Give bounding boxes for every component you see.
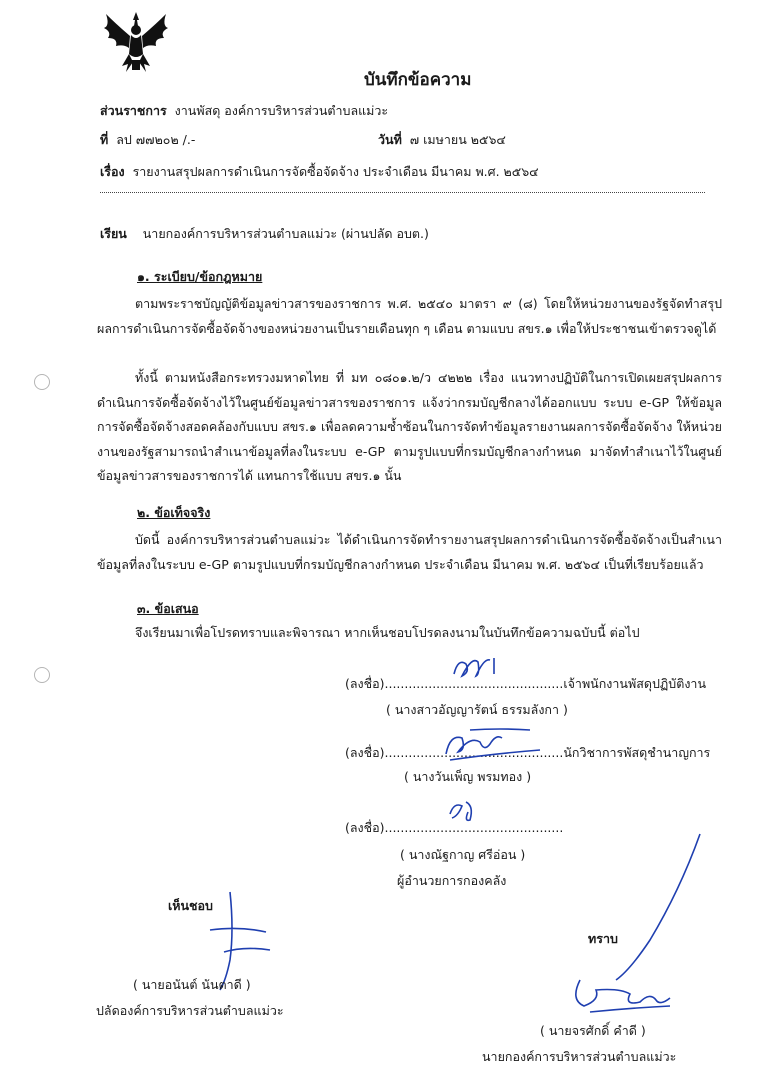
acknowledge-label: ทราบ xyxy=(588,931,618,946)
signature-2-position: นักวิชาการพัสดุชำนาญการ xyxy=(563,745,711,760)
signature-3-mark xyxy=(444,796,484,826)
acknowledge-position: นายกองค์การบริหารส่วนตำบลแม่วะ xyxy=(482,1049,677,1064)
department-value: งานพัสดุ องค์การบริหารส่วนตำบลแม่วะ xyxy=(174,103,389,118)
signature-3-position: ผู้อำนวยการกองคลัง xyxy=(397,873,507,888)
signature-2-mark xyxy=(440,724,550,764)
date-value: ๗ เมษายน ๒๕๖๔ xyxy=(409,132,506,147)
acknowledge-signature-mark xyxy=(560,830,710,1020)
section-2-paragraph: บัดนี้ องค์การบริหารส่วนตำบลแม่วะ ได้ดำเนินการจัดทำรายงานสรุปผลการดำเนินการจัดซื้อจัดจ้างเป็นสำเนาข้อมูลที่ลงในระบบ e-GP ตามรูปแบบที่กรมบัญชีกลางกำหนด ประจำเดือน มีนาคม พ.ศ. ๒๕๖๔ เป็นที่เรียบร้อยแล้ว xyxy=(97,532,722,572)
approve-position: ปลัดองค์การบริหารส่วนตำบลแม่วะ xyxy=(96,1003,284,1018)
approve-label: เห็นชอบ xyxy=(168,898,213,913)
section-3-paragraph: จึงเรียนมาเพื่อโปรดทราบและพิจารณา หากเห็นชอบโปรดลงนามในบันทึกข้อความฉบับนี้ ต่อไป xyxy=(135,625,640,640)
to-value: นายกองค์การบริหารส่วนตำบลแม่วะ (ผ่านปลัด อบต.) xyxy=(142,226,429,241)
signature-2-name: ( นางวันเพ็ญ พรมทอง ) xyxy=(404,769,532,784)
signature-3-name: ( นางณัฐกาญ ศรีอ่อน ) xyxy=(400,847,526,862)
signature-2-line: (ลงชื่อ).............................................นักวิชาการพัสดุชำนาญการ xyxy=(345,745,711,760)
sign-label: (ลงชื่อ) xyxy=(345,676,385,691)
header-divider xyxy=(100,192,705,193)
subject-line xyxy=(100,162,539,182)
ref-value: ลป ๗๗๒๐๒ /.- xyxy=(116,132,196,147)
section-1-paragraph-1: ตามพระราชบัญญัติข้อมูลข่าวสารของราชการ พ.ศ. ๒๕๔๐ มาตรา ๙ (๘) โดยให้หน่วยงานของรัฐจัดทำสรุปผลการดำเนินการจัดซื้อจัดจ้างของหน่วยงานเป็นรายเดือนทุก ๆ เดือน ตามแบบ สขร.๑ เพื่อให้ประชาชนเข้าตรวจดูได้ xyxy=(97,296,722,336)
to-line xyxy=(100,224,429,244)
date-line xyxy=(378,130,506,150)
signature-1-line: (ลงชื่อ).............................................เจ้าพนักงานพัสดุปฏิบัติงาน xyxy=(345,676,706,691)
to-label: เรียน xyxy=(100,226,127,241)
signature-1-position: เจ้าพนักงานพัสดุปฏิบัติงาน xyxy=(563,676,706,691)
sign-label: (ลงชื่อ) xyxy=(345,745,385,760)
section-2-heading: ๒. ข้อเท็จจริง xyxy=(137,505,211,520)
signature-3-line: (ลงชื่อ)............................................. xyxy=(345,820,564,835)
ref-line xyxy=(100,130,195,150)
section-1-paragraph-2: ทั้งนี้ ตามหนังสือกระทรวงมหาดไทย ที่ มท ๐๘๐๑.๒/ว ๔๒๒๒ เรื่อง แนวทางปฏิบัติในการเปิดเผยสรุปผลการดำเนินการจัดซื้อจัดจ้างไว้ในศูนย์ข้อมูลข่าวสารของราชการ แจ้งว่ากรมบัญชีกลางได้ออกแบบ ระบบ e-GP ให้ข้อมูลการจัดซื้อจัดจ้างสอดคล้องกับแบบ สขร.๑ เพื่อลดความซ้ำซ้อนในการจัดทำข้อมูลรายงานผลการจัดซื้อจัดจ้าง ให้หน่วยงานของรัฐสามารถนำสำเนาข้อมูลที่ลงในระบบ e-GP ตามรูปแบบที่กรมบัญชีกลางกำหนด มาจัดทำสำเนาไว้ในศูนย์ข้อมูลข่าวสารของราชการได้ แทนการใช้แบบ สขร.๑ นั้น xyxy=(97,370,722,483)
garuda-emblem xyxy=(96,8,176,76)
subject-label: เรื่อง xyxy=(100,164,125,179)
sign-label: (ลงชื่อ) xyxy=(345,820,385,835)
acknowledge-name: ( นายจรศักดิ์ คำดี ) xyxy=(540,1023,646,1038)
department-label: ส่วนราชการ xyxy=(100,103,167,118)
signature-1-name: ( นางสาวอัญญารัตน์ ธรรมลังกา ) xyxy=(386,702,568,717)
ref-label: ที่ xyxy=(100,132,109,147)
approve-name: ( นายอนันต์ นันตาดี ) xyxy=(133,977,251,992)
section-3-heading: ๓. ข้อเสนอ xyxy=(137,601,199,616)
department-line xyxy=(100,101,388,121)
signature-1-mark xyxy=(450,652,510,682)
subject-value: รายงานสรุปผลการดำเนินการจัดซื้อจัดจ้าง ประจำเดือน มีนาคม พ.ศ. ๒๕๖๔ xyxy=(132,164,539,179)
punch-hole-bottom xyxy=(34,667,50,683)
date-label: วันที่ xyxy=(378,132,402,147)
punch-hole-top xyxy=(34,374,50,390)
section-1-heading: ๑. ระเบียบ/ข้อกฎหมาย xyxy=(137,269,263,284)
memo-title: บันทึกข้อความ xyxy=(364,70,472,90)
